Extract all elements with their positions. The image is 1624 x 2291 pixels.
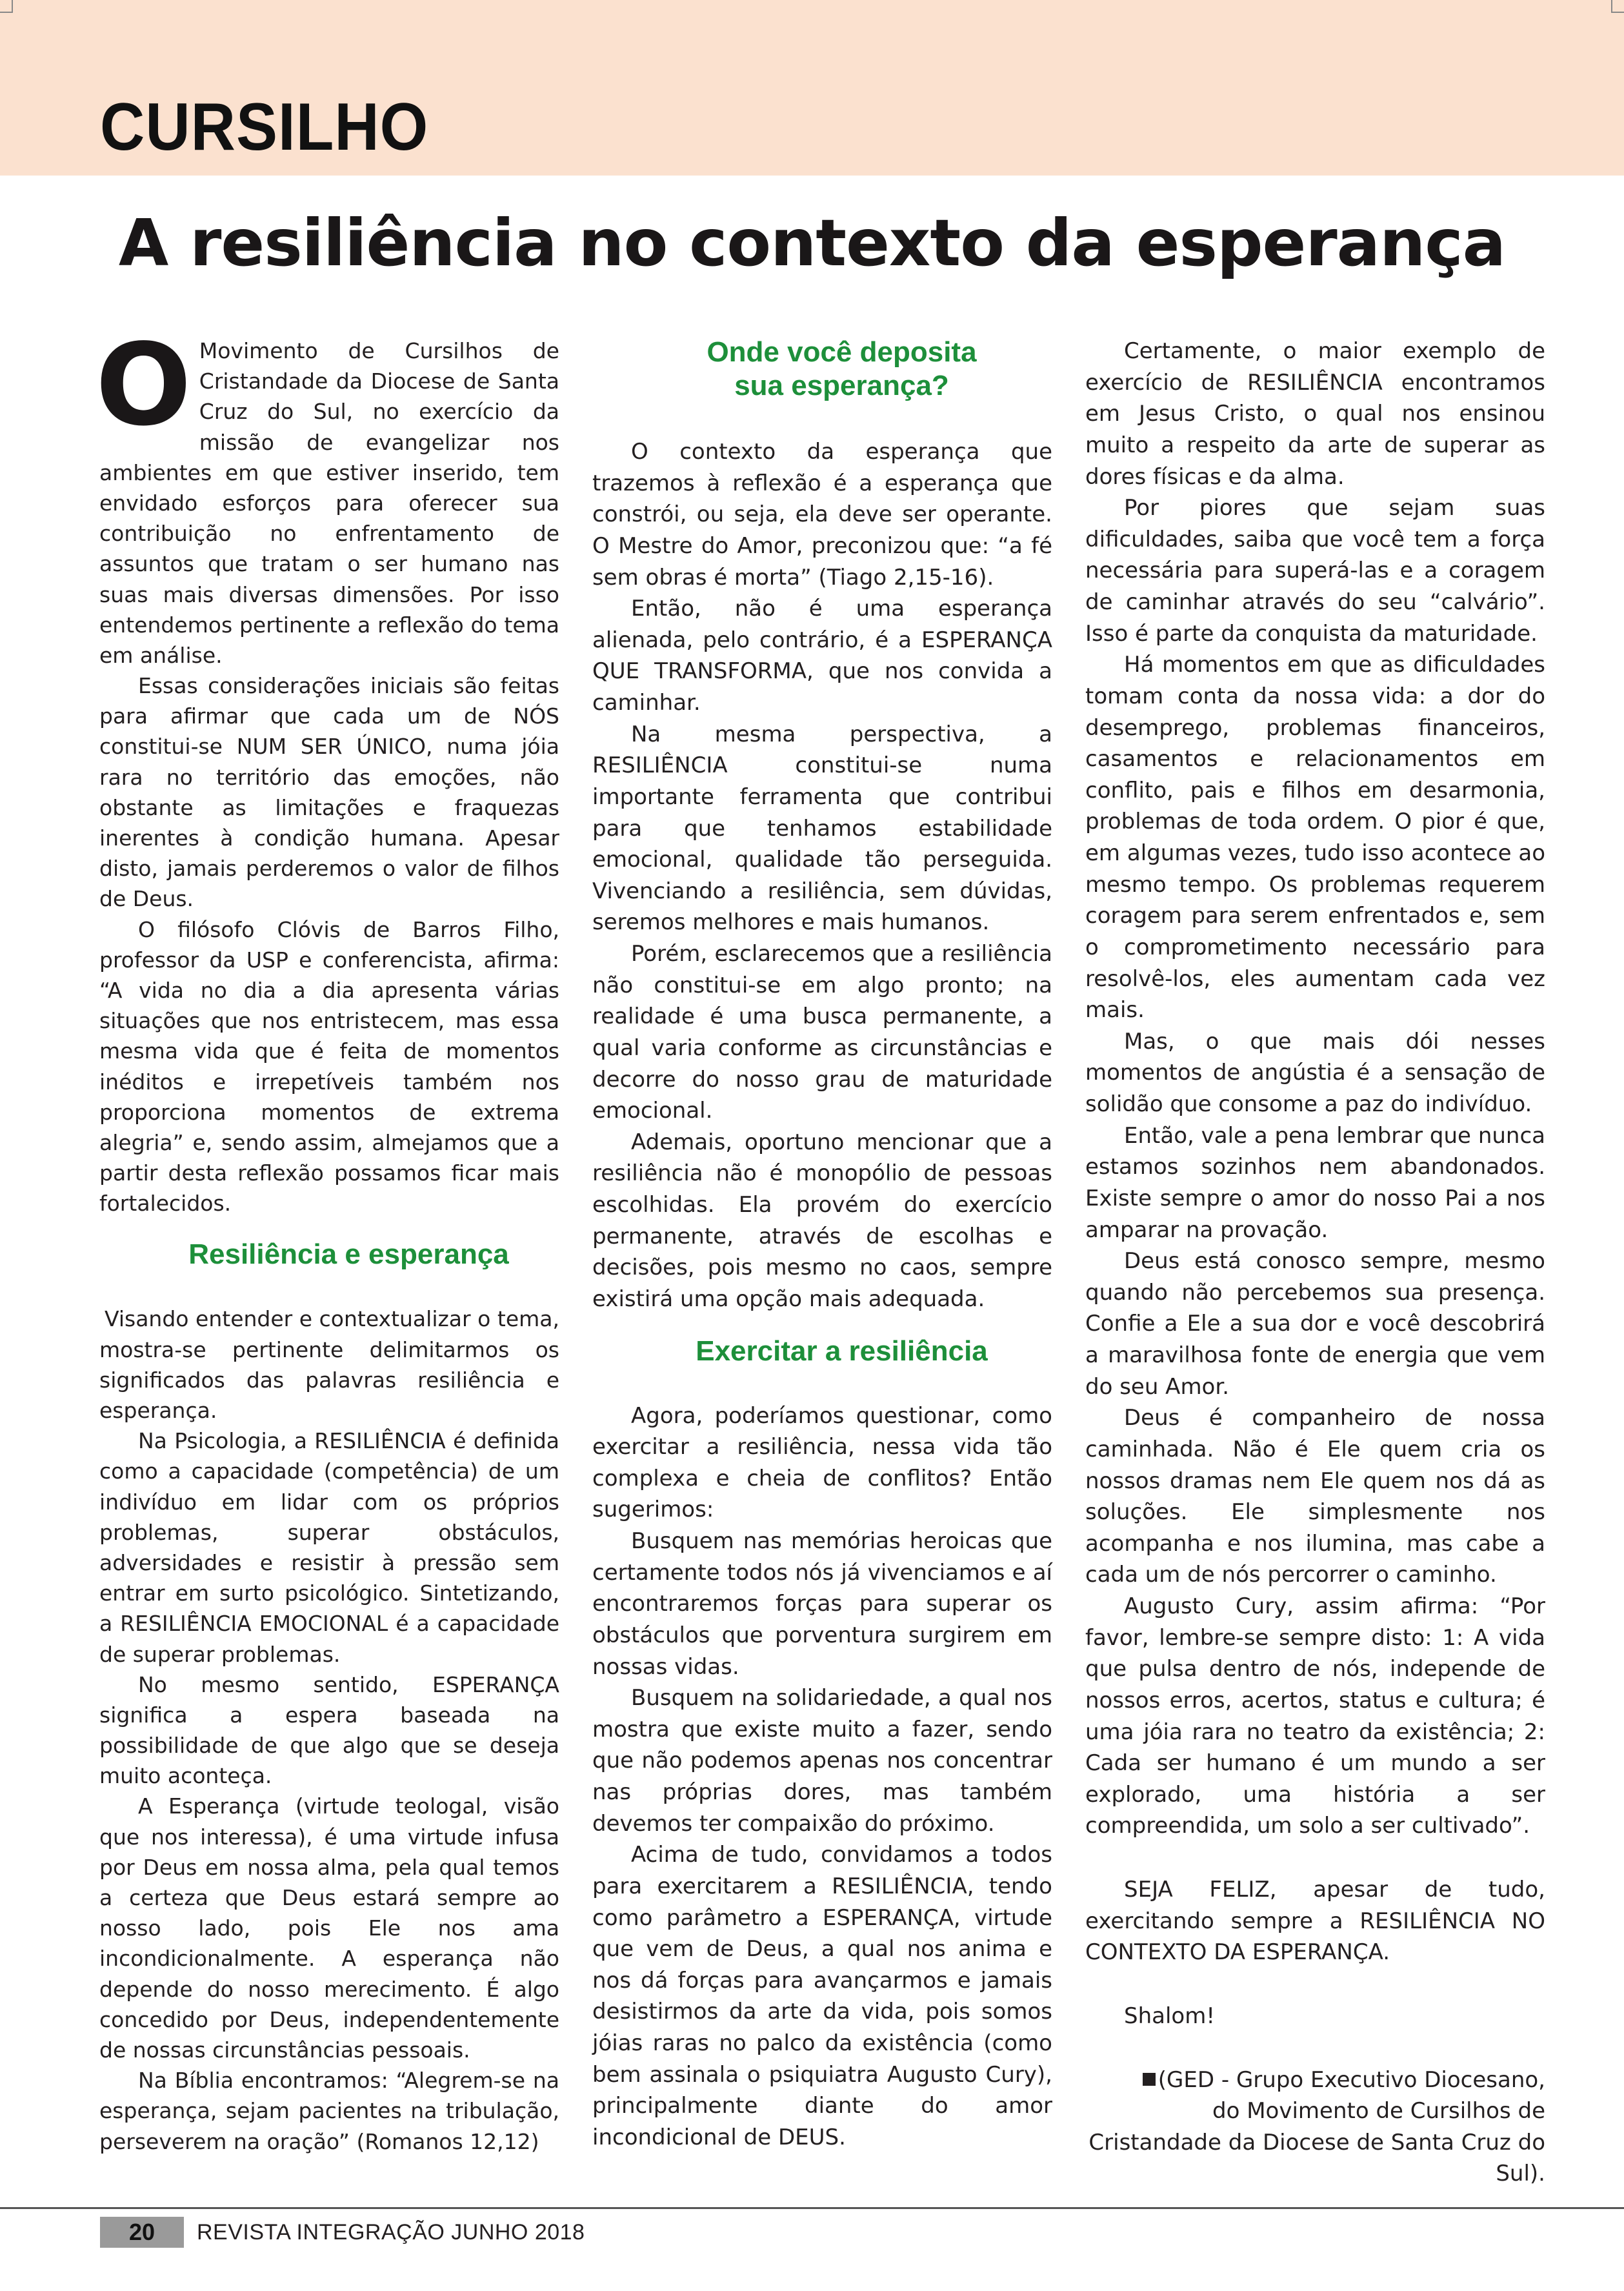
spacer <box>592 403 1052 436</box>
paragraph: Na Bíblia encontramos: “Alegrem-se na esperança, sejam pacientes na tribulação, perseverem na oração” (Romanos 12,12) <box>99 2068 559 2154</box>
paragraph <box>95 320 559 671</box>
paragraph: Porém, esclarecemos que a resiliência não constitui-se em algo pronto; na realidade é uma busca permanente, a qual varia conforme as circunstâncias e decorre do nosso grau de maturidade emocional. <box>592 941 1052 1124</box>
paragraph: Busquem nas memórias heroicas que certamente todos nós já vivenciamos e aí encontraremos forças para superar os obstáculos que porventura surgirem em nossas vidas. <box>592 1528 1052 1680</box>
spacer <box>592 1315 1052 1335</box>
page-number: 20 <box>128 2219 155 2245</box>
crop-mark <box>1611 0 1612 13</box>
spacer <box>99 1218 559 1238</box>
subheading-line: sua esperança? <box>734 370 949 401</box>
column-2 <box>592 336 1052 2154</box>
section-label: CURSILHO <box>100 90 429 165</box>
footer-rule <box>0 2207 1624 2209</box>
spacer <box>99 1271 559 1304</box>
paragraph: Acima de tudo, convidamos a todos para exercitarem a RESILIÊNCIA, tendo como parâmetro a ESPERANÇA, virtude que vem de Deus, a qual nos anima e nos dá forças para avançarmos e jamais desistirmos da arte da vida, pois somos jóias raras no palco da existência (como bem assinala o psiquiatra Augusto Cury), principalmente diante do amor incondicional de DEUS. <box>592 1842 1052 2150</box>
paragraph: Por piores que sejam suas dificuldades, saiba que você tem a força necessária para superá-las e a coragem de caminhar através do seu “calvário”. Isso é parte da conquista da maturidade. <box>1085 495 1545 647</box>
subheading-resiliencia-esperanca: Resiliência e esperança <box>188 1238 509 1271</box>
drop-cap: O <box>95 320 192 451</box>
crop-mark <box>12 0 13 13</box>
spacer <box>1085 2032 1545 2064</box>
paragraph: Certamente, o maior exemplo de exercício de RESILIÊNCIA encontramos em Jesus Cristo, o qual nos ensinou muito a respeito da arte de superar as dores físicas e da alma. <box>1085 338 1545 490</box>
paragraph-text: Movimento de Cursilhos de Cristandade da Diocese de Santa Cruz do Sul, no exercício da missão de evangelizar nos ambientes em que estiver inserido, tem envidado esforços para oferecer sua contribuição no enfrentamento de assuntos que tratam o ser humano nas suas mais diversas dimensões. Por isso entendemos pertinente a reflexão do tema em análise. <box>99 338 559 668</box>
paragraph: No mesmo sentido, ESPERANÇA significa a espera baseada na possibilidade de que algo que se deseja muito aconteça. <box>99 1671 559 1789</box>
paragraph: Mas, o que mais dói nesses momentos de angústia é a sensação de solidão que consome a paz do indivíduo. <box>1085 1028 1545 1117</box>
paragraph: Shalom! <box>1124 2003 1215 2029</box>
paragraph: Há momentos em que as dificuldades tomam conta da nossa vida: a dor do desemprego, problemas financeiros, casamentos e relacionamentos em conflito, pais e filhos em desarmonia, problemas de toda ordem. O pior é que, em algumas vezes, tudo isso acontece ao mesmo tempo. Os problemas requerem coragem para serem enfrentados e, sem o comprometimento necessário para resolvê-los, eles aumentam cada vez mais. <box>1085 652 1545 1024</box>
signature-text: (GED - Grupo Executivo Diocesano, do Movimento de Cursilhos de Cristandade da Diocese de Santa Cruz do Sul). <box>1088 2066 1545 2187</box>
spacer <box>592 1368 1052 1400</box>
paragraph: O filósofo Clóvis de Barros Filho, professor da USP e conferencista, afirma: “A vida no dia a dia apresenta várias situações que nos entristecem, mas essa mesma vida que é feita de momentos inéditos e irrepetíveis também nos proporciona momentos de extrema alegria” e, sendo assim, almejamos que a partir desta reflexão possamos ficar mais fortalecidos. <box>99 916 559 1216</box>
article-title: A resiliência no contexto da esperança <box>118 205 1506 281</box>
paragraph: Deus está conosco sempre, mesmo quando não percebemos sua presença. Confie a Ele a sua dor e você descobrirá a maravilhosa fonte de energia que vem do seu Amor. <box>1085 1248 1545 1400</box>
paragraph: Visando entender e contextualizar o tema, mostra-se pertinente delimitarmos os significados das palavras resiliência e esperança. <box>99 1306 559 1423</box>
paragraph: Busquem na solidariedade, a qual nos mostra que existe muito a fazer, sendo que não podemos apenas nos concentrar nas próprias dores, mas também devemos ter compaixão do próximo. <box>592 1685 1052 1837</box>
crop-mark <box>1611 12 1624 13</box>
paragraph: Essas considerações iniciais são feitas para afirmar que cada um de NÓS constitui-se NUM SER ÚNICO, numa jóia rara no território das emoções, não obstante as limitações e fraquezas inerentes à condição humana. Apesar disto, jamais perderemos o valor de filhos de Deus. <box>99 673 559 912</box>
spacer <box>1085 1968 1545 2001</box>
crop-mark <box>0 12 13 13</box>
paragraph: Agora, poderíamos questionar, como exercitar a resiliência, nessa vida tão complexa e cheia de conflitos? Então sugerimos: <box>592 1402 1052 1523</box>
spacer <box>1085 1842 1545 1874</box>
paragraph: Então, não é uma esperança alienada, pelo contrário, é a ESPERANÇA QUE TRANSFORMA, que nos convida a caminhar. <box>592 596 1052 716</box>
square-bullet-icon <box>1143 2073 1156 2086</box>
paragraph: O contexto da esperança que trazemos à reflexão é a esperança que constrói, ou seja, ela deve ser operante. O Mestre do Amor, preconizou que: “a fé sem obras é morta” (Tiago 2,15-16). <box>592 439 1052 590</box>
subheading-line: Onde você deposita <box>707 336 977 368</box>
paragraph: SEJA FELIZ, apesar de tudo, exercitando sempre a RESILIÊNCIA NO CONTEXTO DA ESPERANÇA. <box>1085 1877 1545 1966</box>
paragraph: Ademais, oportuno mencionar que a resiliência não é monopólio de pessoas escolhidas. Ela provém do exercício permanente, através de escolhas e decisões, pois mesmo no caos, sempre existirá uma opção mais adequada. <box>592 1129 1052 1312</box>
column-3 <box>1085 336 1545 2190</box>
paragraph: Na Psicologia, a RESILIÊNCIA é definida como a capacidade (competência) de um indivíduo em lidar com os próprios problemas, superar obstáculos, adversidades e resistir à pressão sem entrar em surto psicológico. Sintetizando, a RESILIÊNCIA EMOCIONAL é a capacidade de superar problemas. <box>99 1428 559 1667</box>
paragraph: Deus é companheiro de nossa caminhada. Não é Ele quem cria os nossos dramas nem Ele quem nos dá as soluções. Ele simplesmente nos acompanha e nos ilumina, mas cabe a cada um de nós percorrer o caminho. <box>1085 1405 1545 1588</box>
magazine-name: REVISTA INTEGRAÇÃO JUNHO 2018 <box>197 2220 585 2245</box>
subheading-onde-deposita <box>592 336 1052 403</box>
column-1 <box>95 320 559 2157</box>
paragraph: Na mesma perspectiva, a RESILIÊNCIA constitui-se numa importante ferramenta que contribui para que tenhamos estabilidade emocional, qualidade tão perseguida. Vivenciando a resiliência, sem dúvidas, seremos melhores e mais humanos. <box>592 721 1052 936</box>
signature <box>1085 2064 1545 2190</box>
paragraph: A Esperança (virtude teologal, visão que nos interessa), é uma virtude infusa por Deus em nossa alma, pela qual temos a certeza que Deus estará sempre ao nosso lado, pois Ele nos ama incondicionalmente. A esperança não depende do nosso merecimento. É algo concedido por Deus, independentemente de nossas circunstâncias pessoais. <box>99 1793 559 2063</box>
paragraph: Augusto Cury, assim afirma: “Por favor, lembre-se sempre disto: 1: A vida que pulsa dentro de nós, independe de nossos erros, acertos, status e cultura; é uma jóia rara no teatro da existência; 2: Cada ser humano é um mundo a ser explorado, uma história a ser compreendida, um solo a ser cultivado”. <box>1085 1593 1545 1839</box>
subheading-exercitar: Exercitar a resiliência <box>696 1335 988 1367</box>
paragraph: Então, vale a pena lembrar que nunca estamos sozinhos nem abandonados. Existe sempre o amor do nosso Pai a nos amparar na provação. <box>1085 1122 1545 1243</box>
